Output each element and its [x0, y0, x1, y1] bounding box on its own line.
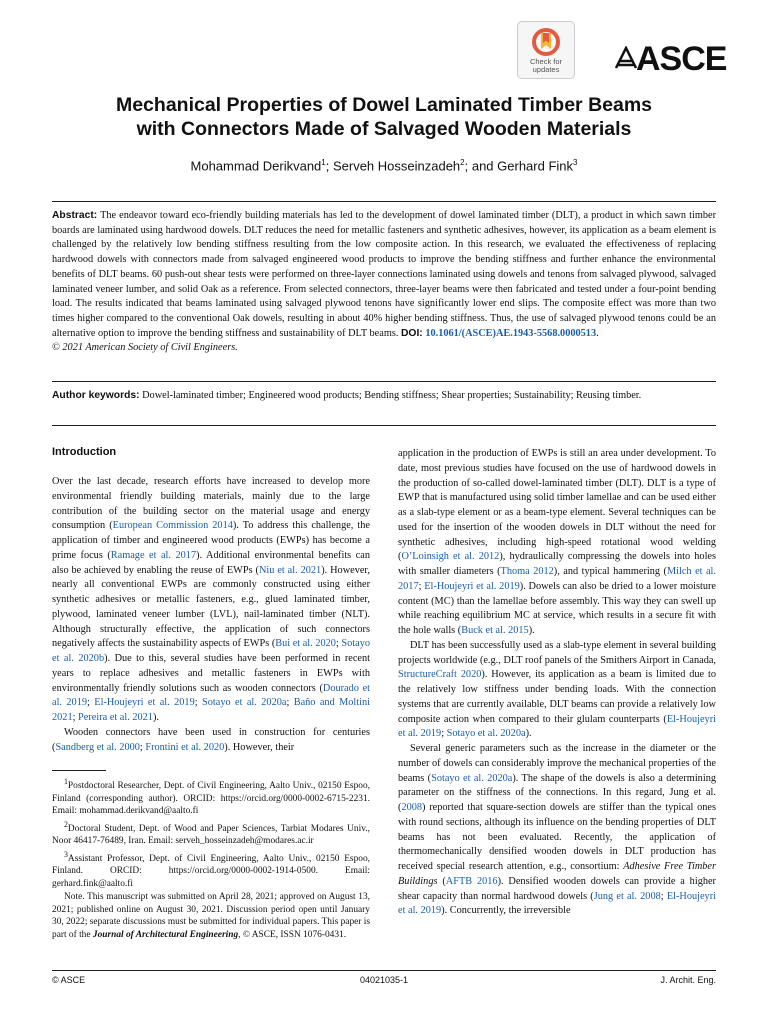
submission-note	[52, 891, 370, 941]
text-run: ;	[286, 697, 294, 709]
footnote-marker: 3	[64, 849, 68, 859]
text-run: ;	[72, 712, 79, 723]
footnote-divider	[52, 770, 106, 771]
text-run: application in the production of EWPs is still an area under development. To date, most previous studies have focused on the use of hardwood dowels in the production of so-called dowel-laminated timber (DLT). DLT is a type of EWP that is manufactured using solid timber lamellae and can be used either as a slab-type element or as a beam-type element. Several techniques can be used for the insertion of the wooden dowels in DLT without the need for synthetic adhesives, including high-speed rotational wood welding (	[398, 448, 716, 563]
badge-label	[518, 58, 574, 74]
abstract: Abstract: The endeavor toward eco-friendly building materials has led to the development of dowel laminated timber (DLT), a product in which sawn timber boards are laminated using hardwood dowels. DLT reduces the need for metallic fasteners and synthetic adhesives, however, its application as a beam element is challenged by the relatively low bending stiffness resulting from the low composite action. In this research, we evaluated the effectiveness of replacing hardwood dowels with connectors made from salvaged engineered wood products to improve the bending stiffness and further enhance the environmental benefits of DLT beams. 60 push-out shear tests were performed on three-layer connections laminated using dowels and tenons from salvaged plywood, salvaged laminated veneer lumber, and solid Oak as a reference. From selected connectors, three-layer beams were then fabricated and tested under a four-point bending load. The results indicated that beams laminated using salvaged plywood tenons have significantly lower end slips. The composite effect was more than two times higher compared to the conventional Oak dowels, resulting in about 40% higher bending stiffness. Thus, the use of salvaged plywood tenons could be an alternative option to improve the bending stiffness and sustainability of DLT beams. DOI: 10.1061/(ASCE)AE.1943-5568.0000513. © 2021 American Society of Civil Engineers.	[52, 210, 716, 354]
text-run: , © ASCE, ISSN 1076-0431.	[238, 929, 347, 940]
author-keywords	[52, 389, 716, 404]
abstract-copyright: © 2021 American Society of Civil Engineers.	[52, 342, 238, 354]
text-run: Several generic parameters such as the increase in the diameter or the number of dowels can considerably improve the mechanical properties of the beams (	[398, 743, 716, 784]
asce-logo	[614, 39, 727, 79]
abstract-body: The endeavor toward eco-friendly building materials has led to the development of dowel laminated timber (DLT), a product in which sawn timber boards are laminated using hardwood dowels. DLT reduces the need for metallic fasteners and synthetic adhesives, however, its application as a beam element is challenged by the relatively low bending stiffness resulting from the low composite action. In this research, we evaluated the effectiveness of replacing hardwood dowels with connectors made from salvaged engineered wood products to improve the bending stiffness and further enhance the environmental benefits of DLT beams. 60 push-out shear tests were performed on three-layer connections laminated using dowels and tenons from salvaged plywood, salvaged laminated veneer lumber, and solid Oak as a reference. From selected connectors, three-layer beams were then fabricated and tested under a four-point bending load. The results indicated that beams laminated using salvaged plywood tenons have significantly lower end slips. The composite effect was more than two times higher compared to the conventional Oak dowels, resulting in about 40% higher bending stiffness. Thus, the use of salvaged plywood tenons could be an alternative option to improve the bending stiffness and sustainability of DLT beams.	[52, 210, 716, 339]
doi-label: DOI:	[401, 327, 423, 339]
paragraph	[52, 475, 370, 726]
footnote-text: Assistant Professor, Dept. of Civil Engineering, Aalto Univ., 02150 Espoo, Finland. ORCID: https://orcid.org/0000-0002-1914-0500. Email: gerhard.fink@aalto.fi	[52, 853, 370, 889]
citation-link[interactable]: Pereira et al. 2021	[78, 712, 153, 723]
paragraph	[398, 639, 716, 742]
text-run: ).	[152, 712, 159, 723]
keywords-text: Dowel-laminated timber; Engineered wood products; Bending stiffness; Shear properties; Sustainability; Reusing timber.	[142, 390, 642, 401]
keywords-label: Author keywords:	[52, 390, 140, 401]
paragraph	[398, 742, 716, 919]
footnote-3	[52, 849, 370, 891]
badge-label-line2: updates	[532, 65, 560, 74]
text-run: ).	[528, 625, 535, 636]
footnote-text: Postdoctoral Researcher, Dept. of Civil Engineering, Aalto Univ., 02150 Espoo, Finland (corresponding author). ORCID: https://orcid.org/0000-0002-6715-2231. Email: mohammad.derikvand@aalto.fi	[52, 781, 370, 817]
citation-link[interactable]: Bui et al. 2020	[275, 638, 336, 650]
author-3: ; and Gerhard Fink	[464, 158, 574, 174]
text-run: ;	[660, 890, 667, 902]
citation-link[interactable]: El-Houjeyri et al. 2019	[94, 697, 195, 709]
citation-link[interactable]: Milch et al. 2017	[398, 566, 716, 592]
asce-logo-mark-icon	[614, 46, 638, 70]
author-1-affil: 1	[321, 158, 326, 167]
text-run: ;	[87, 697, 95, 709]
footnote-text: Doctoral Student, Dept. of Wood and Paper Sciences, Tarbiat Modares Univ., Noor 46417-76489, Iran. Email: serveh_hosseinzadeh@modares.ac.ir	[52, 823, 370, 847]
author-1: Mohammad Derikvand	[190, 158, 322, 174]
badge-label-line1: Check for	[529, 57, 563, 66]
footnote-1	[52, 776, 370, 818]
text-run: ). Dowels can also be dried to a lower moisture content (MC) than the lamellae before assembly. This way they can swell up while reaching equilibrium MC at service, which results in a secure fit with the hole walls (	[398, 580, 716, 636]
text-run: ). Concurrently, the irreversible	[441, 905, 571, 917]
text-run: ). Additional environmental benefits can also be achieved by enabling the reuse of EWPs (	[52, 549, 370, 576]
text-run: ). The shape of the dowels is also a determining parameter on the stiffness of the connections. In this regard, Jung et al. (	[398, 772, 716, 813]
citation-link[interactable]: El-Houjeyri et al. 2019	[424, 580, 520, 592]
abstract-label: Abstract:	[52, 210, 98, 221]
citation-link[interactable]: Ramage et al. 2017	[110, 549, 197, 561]
citation-link[interactable]: El-Houjeyri et al. 2019	[398, 890, 716, 917]
text-run: ). However, nearly all conventional EWPs are commonly constructed using either synthetic adhesives or metallic fasteners, e.g., glued laminated timber, plywood, laminated veneer lumber (LVL), nail-laminated timber (NLT). Although structurally effective, the application of such connectors negatively affects the sustainability aspects of EWPs (	[52, 564, 371, 650]
text-run: Note. This manuscript was submitted on April 28, 2021; approved on August 13, 2021; published online on August 30, 2021. Discussion period open until January 30, 2022; separate discussions must be submitted for individual papers. This paper is part of the	[52, 892, 371, 940]
divider-keywords	[52, 425, 716, 426]
citation-link[interactable]: Dourado et al. 2019	[52, 682, 370, 709]
text-run: ) reported that square-section dowels are stiffer than the typical ones with round sections, although its influence on the bending properties of DLT beams has not been evaluated. Recently, the application of thermomechanically densified wooden dowels in DLT production has received special research attention, e.g., consortium:	[398, 802, 716, 872]
text-run: ;	[418, 580, 425, 592]
citation-link[interactable]: Sotayo et al. 2020b	[52, 638, 370, 664]
text-run: ;	[441, 728, 447, 740]
citation-link[interactable]: O’Loinsigh et al. 2012	[401, 551, 500, 563]
right-column	[398, 447, 716, 919]
title-line-1: Mechanical Properties of Dowel Laminated Timber Beams	[115, 94, 653, 116]
text-run: ). Densified wooden dowels can provide a higher shear capacity than normal hardwood dowels (	[398, 875, 716, 902]
text-run: Wooden connectors have been used in construction for centuries (	[52, 726, 370, 753]
divider-abstract	[52, 381, 716, 382]
text-run: ).	[525, 728, 532, 740]
divider-footer	[52, 970, 716, 971]
author-2: ; Serveh Hosseinzadeh	[325, 158, 461, 174]
text-run: ). However, their	[224, 741, 295, 753]
text-run: ;	[194, 697, 203, 709]
citation-link[interactable]: Thoma 2012	[500, 566, 554, 577]
text-run: ). Due to this, several studies have been performed in recent years to replace adhesives and metallic fasteners in EWPs with environmentally friendly solutions such as wooden connectors (	[52, 653, 370, 694]
citation-link[interactable]: 2008	[401, 802, 423, 813]
citation-link[interactable]: El-Houjeyri et al. 2019	[398, 713, 716, 740]
footnotes	[52, 776, 370, 942]
citation-link[interactable]: StructureCraft 2020	[398, 669, 482, 681]
citation-link[interactable]: Niu et al. 2021	[258, 564, 322, 576]
citation-link[interactable]: AFTB 2016	[445, 875, 498, 887]
author-3-affil: 3	[573, 158, 578, 167]
footer-journal: J. Archit. Eng.	[660, 975, 716, 985]
paragraph	[398, 447, 716, 639]
citation-link[interactable]: Baño and Moltini 2021	[52, 697, 371, 723]
bookmark-ribbon-icon	[531, 27, 561, 57]
citation-link[interactable]: Sotayo et al. 2020a	[431, 772, 513, 784]
citation-link[interactable]: Jung et al. 2008	[593, 890, 661, 902]
footer-article-number: 04021035-1	[359, 975, 409, 985]
journal-name: Journal of Architectural Engineering	[92, 929, 239, 940]
divider-top	[52, 201, 716, 202]
citation-link[interactable]: Sotayo et al. 2020a	[446, 728, 526, 740]
footnote-marker: 2	[64, 819, 68, 829]
text-run: ;	[335, 638, 342, 650]
doi-link[interactable]: 10.1061/(ASCE)AE.1943-5568.0000513	[425, 327, 597, 339]
text-run: ), hydraulically compressing the dowels into holes with smaller diameters (	[398, 551, 717, 577]
section-heading-introduction: Introduction	[52, 446, 117, 458]
left-column	[52, 475, 370, 755]
footnote-marker: 1	[64, 777, 68, 786]
citation-link[interactable]: Sotayo et al. 2020a	[202, 697, 287, 709]
check-for-updates-badge[interactable]	[517, 21, 575, 79]
paper-title	[40, 93, 728, 141]
footnote-2	[52, 819, 370, 848]
asce-logo-text: ASCE	[636, 40, 727, 78]
citation-link[interactable]: Sandberg et al. 2000	[55, 741, 140, 753]
text-run: (	[437, 875, 446, 887]
text-run-italic: Adhesive Free Timber Buildings	[398, 861, 716, 887]
text-run: ), and typical hammering (	[553, 566, 667, 577]
text-run: ;	[139, 741, 146, 753]
text-run: Over the last decade, research efforts have increased to develop more environmental friendly building materials, mainly due to the large contribution of the building sector on the material usage and energy consumption (	[52, 476, 370, 532]
citation-link[interactable]: European Commission 2014	[112, 520, 233, 532]
title-line-2: with Connectors Made of Salvaged Wooden Materials	[136, 118, 632, 140]
author-line	[40, 158, 728, 173]
citation-link[interactable]: Buck et al. 2015	[461, 625, 529, 636]
text-run: ). To address this challenge, the application of timber and engineered wood products (EWPs) has become a prime focus (	[52, 520, 370, 561]
author-2-affil: 2	[460, 158, 465, 167]
text-run: DLT has been successfully used as a slab-type element in several building projects worldwide (e.g., DLT roof panels of the Smithers Airport in Canada,	[398, 639, 716, 666]
citation-link[interactable]: Frontini et al. 2020	[145, 741, 225, 753]
paragraph	[52, 726, 370, 756]
footer-copyright: © ASCE	[52, 975, 86, 985]
text-run: ). However, its application as a beam is limited due to the relatively low stiffness under bending loads. With the connection systems that are currently available, DLT beams can provide a relatively low composite action when compared to their glulam counterparts (	[398, 669, 716, 725]
